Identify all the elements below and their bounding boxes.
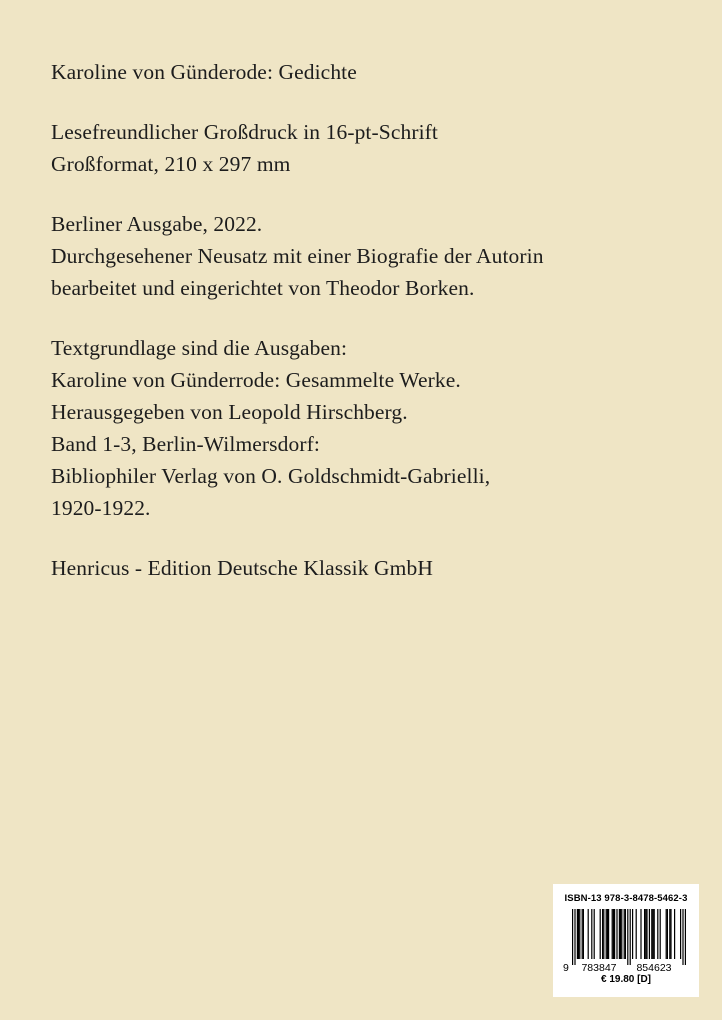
- edition-line: bearbeitet und eingerichtet von Theodor Borken.: [51, 276, 475, 300]
- barcode-bar: [666, 909, 667, 959]
- source-paragraph: [51, 332, 691, 524]
- barcode-bar: [591, 909, 592, 959]
- format-line: Großformat, 210 x 297 mm: [51, 152, 291, 176]
- barcode-guard-bar: [685, 909, 686, 965]
- edition-paragraph: [51, 208, 691, 304]
- source-line: 1920-1922.: [51, 496, 151, 520]
- barcode-guard-bar: [574, 909, 575, 965]
- edition-line: Durchgesehener Neusatz mit einer Biografie der Autorin: [51, 244, 544, 268]
- barcode-bar: [680, 909, 681, 959]
- barcode-bar: [632, 909, 633, 959]
- barcode-bar: [603, 909, 604, 959]
- source-line: Band 1-3, Berlin-Wilmersdorf:: [51, 432, 320, 456]
- barcode-guard-bar: [627, 909, 628, 965]
- barcode-graphic: [562, 907, 690, 973]
- format-line: Lesefreundlicher Großdruck in 16-pt-Schrift: [51, 120, 438, 144]
- book-title: Karoline von Günderode: Gedichte: [51, 60, 357, 84]
- barcode-lead-digit: 9: [563, 962, 569, 973]
- barcode-bar: [652, 909, 653, 959]
- barcode-left-digits: 783847: [581, 962, 617, 973]
- imprint-text: [51, 56, 691, 612]
- price-tag: € 19.80 [D]: [600, 974, 652, 985]
- barcode-bar: [612, 909, 613, 959]
- barcode-bar: [594, 909, 595, 959]
- barcode-bar: [621, 909, 622, 959]
- barcode-bar: [582, 909, 583, 959]
- barcode-bar: [640, 909, 641, 959]
- barcode-guard-bar: [630, 909, 631, 965]
- barcode-bar: [613, 909, 614, 959]
- barcode-bar: [577, 909, 578, 959]
- barcode-bar: [636, 909, 637, 959]
- barcode-guard-bar: [572, 909, 573, 965]
- barcode-bar: [624, 909, 625, 959]
- barcode-bar: [669, 909, 670, 959]
- barcode-label: [553, 884, 699, 997]
- barcode-bar: [608, 909, 609, 959]
- barcode-bar: [614, 909, 615, 959]
- publisher-name: Henricus - Edition Deutsche Klassik GmbH: [51, 556, 433, 580]
- source-line: Herausgegeben von Leopold Hirschberg.: [51, 400, 408, 424]
- source-line: Karoline von Günderrode: Gesammelte Werke.: [51, 368, 461, 392]
- title-paragraph: [51, 56, 691, 88]
- barcode-bar: [657, 909, 658, 959]
- barcode-bar: [670, 909, 671, 959]
- barcode-bar: [600, 909, 601, 959]
- barcode-bar: [607, 909, 608, 959]
- barcode-bar: [660, 909, 661, 959]
- barcode-bar: [625, 909, 626, 959]
- format-paragraph: [51, 116, 691, 180]
- barcode-bar: [583, 909, 584, 959]
- barcode-bar: [602, 909, 603, 959]
- barcode-bar: [620, 909, 621, 959]
- barcode-bar: [619, 909, 620, 959]
- source-line: Textgrundlage sind die Ausgaben:: [51, 336, 348, 360]
- barcode-bar: [649, 909, 650, 959]
- barcode-bar: [646, 909, 647, 959]
- barcode-bar: [674, 909, 675, 959]
- barcode-bar: [616, 909, 617, 959]
- edition-line: Berliner Ausgabe, 2022.: [51, 212, 263, 236]
- barcode-bar: [588, 909, 589, 959]
- barcode-guard-bar: [682, 909, 683, 965]
- barcode-bar: [645, 909, 646, 959]
- barcode-bar: [644, 909, 645, 959]
- source-line: Bibliophiler Verlag von O. Goldschmidt-Gabrielli,: [51, 464, 491, 488]
- barcode-bar: [654, 909, 655, 959]
- barcode-bar: [606, 909, 607, 959]
- barcode-right-digits: 854623: [636, 962, 672, 973]
- publisher-paragraph: [51, 552, 691, 584]
- barcode-bar: [651, 909, 652, 959]
- barcode-bar: [667, 909, 668, 959]
- isbn-number: ISBN-13 978-3-8478-5462-3: [564, 893, 688, 904]
- barcode-bars: [572, 909, 686, 965]
- barcode-bar: [578, 909, 579, 959]
- barcode-bar: [579, 909, 580, 959]
